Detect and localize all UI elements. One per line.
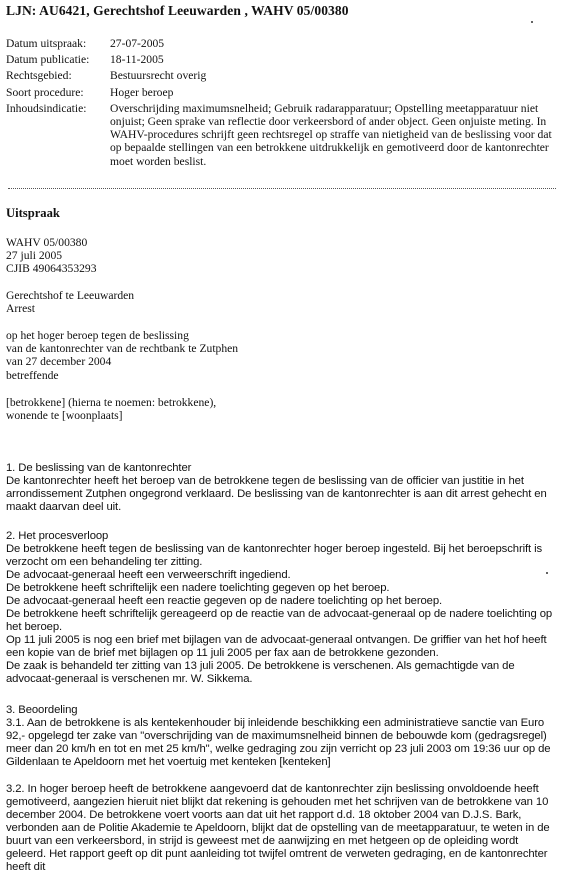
meta-value: Hoger beroep xyxy=(110,85,174,99)
section-heading: 3. Beoordeling xyxy=(6,704,78,716)
meta-value: Bestuursrecht overig xyxy=(110,69,207,83)
meta-label: Rechtsgebied: xyxy=(6,69,72,83)
section-paragraph: De advocaat-generaal heeft een reactie gegeven op de nadere toelichting op het beroep. xyxy=(6,595,443,607)
appeal-line: van 27 december 2004 xyxy=(6,355,112,369)
case-line: 27 juli 2005 xyxy=(6,249,63,263)
section-paragraph: De zaak is behandeld ter zitting van 13 juli 2005. De betrokkene is verschenen. Als gemachtigde van de advocaat-generaal is verschenen mr. W. Sikkema. xyxy=(6,660,515,685)
metadata-table xyxy=(6,37,558,171)
party-line: wonende te [woonplaats] xyxy=(6,409,123,423)
meta-row xyxy=(6,86,558,102)
case-line: WAHV 05/00380 xyxy=(6,236,88,249)
appeal-line: betreffende xyxy=(6,368,59,382)
section-heading: 1. De beslissing van de kantonrechter xyxy=(6,462,192,474)
meta-row xyxy=(6,53,558,69)
court-line: Gerechtshof te Leeuwarden xyxy=(6,289,135,302)
meta-value: Overschrijding maximumsnelheid; Gebruik radarapparatuur; Opstelling meetapparatuur niet onjuist; Geen sprake van reflectie door verkeersbord of ander object. Geen onjuiste meting. In WAHV-procedures schrijft geen rechtsregel op straffe van nietigheid van de beslissing voor dat op bepaalde stellingen van een betrokkene uitdrukkelijk en gemotiveerd door de kantonrechter moet worden beslist. xyxy=(110,101,552,168)
section-paragraph: De betrokkene heeft tegen de beslissing van de kantonrechter hoger beroep ingesteld. Bij het beroepschrift is verzocht om een behandeling ter zitting. xyxy=(6,543,543,568)
section-paragraph: 3.1. Aan de betrokkene is als kentekenhouder bij inleidende beschikking een administratieve sanctie van Euro 92,- opgelegd ter zake van "overschrijding van de maximumsnelheid binnen de bebouwde kom (gedragsregel) meer dan 20 km/h en tot en met 25 km/h", welke gedraging zou zijn verricht op 23 juli 2003 om 19:36 uur op de Gildenlaan te Apeldoorn met het voertuig met kenteken [kenteken] xyxy=(6,717,551,768)
scan-speck xyxy=(546,572,548,574)
section-heading: 2. Het procesverloop xyxy=(6,530,109,542)
appeal-line: op het hoger beroep tegen de beslissing xyxy=(6,329,189,342)
meta-value: 18-11-2005 xyxy=(110,53,164,67)
dotted-divider xyxy=(8,188,556,189)
meta-label: Datum uitspraak: xyxy=(6,37,87,50)
section-paragraph: De betrokkene heeft schriftelijk een nadere toelichting gegeven op het beroep. xyxy=(6,582,390,594)
appeal-line: van de kantonrechter van de rechtbank te Zutphen xyxy=(6,342,239,356)
section-paragraph: De kantonrechter heeft het beroep van de betrokkene tegen de beslissing van de officier van justitie in het arrondissement Zutphen ongegrond verklaard. De beslissing van de kantonrechter is aan dit arrest gehecht en maakt daarvan deel uit. xyxy=(6,475,547,513)
section-paragraph: 3.2. In hoger beroep heeft de betrokkene aangevoerd dat de kantonrechter zijn beslissing onvoldoende heeft gemotiveerd, aangezien hieruit niet blijkt dat rekening is gehouden met het schrijven van de betrokkene van 10 december 2004. De betrokkene voert voorts aan dat uit het rapport d.d. 18 oktober 2004 van D.J.S. Bark, verbonden aan de Politie Akademie te Apeldoorn, blijkt dat de opstelling van de meetapparatuur, te weten in de buurt van een verkeersbord, in strijd is geweest met de aanwijzing en met hetgeen op de opleiding wordt geleerd. Het rapport geeft op dit punt aanleiding tot twijfel omtrent de verweten gedraging, en de kantonrechter heeft dit xyxy=(6,783,550,873)
section-paragraph: Op 11 juli 2005 is nog een brief met bijlagen van de advocaat-generaal ontvangen. De griffier van het hof heeft een kopie van de brief met bijlagen op 11 juli 2005 per fax aan de betrokkene gezonden. xyxy=(6,634,547,659)
section-3-2 xyxy=(6,783,554,874)
case-reference xyxy=(6,236,554,276)
case-line: CJIB 49064353293 xyxy=(6,262,97,276)
appeal-description xyxy=(6,329,554,382)
party-line: [betrokkene] (hierna te noemen: betrokkene), xyxy=(6,396,217,409)
meta-row xyxy=(6,69,558,85)
meta-label: Datum publicatie: xyxy=(6,53,90,67)
court-name xyxy=(6,289,554,315)
meta-label: Inhoudsindicatie: xyxy=(6,101,87,115)
meta-label: Soort procedure: xyxy=(6,85,84,99)
party-description xyxy=(6,396,554,422)
meta-row xyxy=(6,37,558,53)
scan-speck xyxy=(531,21,533,23)
meta-row xyxy=(6,102,558,171)
court-line: Arrest xyxy=(6,302,35,316)
section-3 xyxy=(6,704,554,769)
section-2 xyxy=(6,530,554,686)
section-paragraph: De betrokkene heeft schriftelijk gereageerd op de reactie van de advocaat-generaal op de nadere toelichting op het beroep. xyxy=(6,608,553,633)
meta-value: 27-07-2005 xyxy=(110,37,165,50)
section-paragraph: De advocaat-generaal heeft een verweerschrift ingediend. xyxy=(6,569,291,581)
document-title: LJN: AU6421, Gerechtshof Leeuwarden , WAHV 05/00380 xyxy=(6,3,349,18)
section-1 xyxy=(6,462,554,514)
uitspraak-heading: Uitspraak xyxy=(6,206,60,220)
